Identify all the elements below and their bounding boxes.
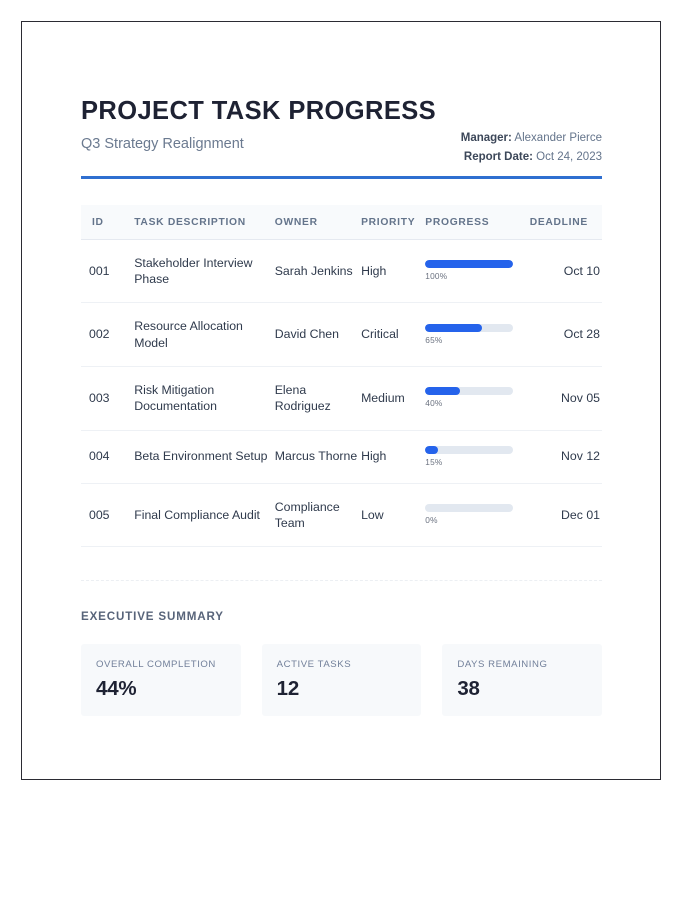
progress-label: 100%: [425, 270, 448, 281]
progress-bar: [425, 387, 513, 409]
cell-task-description: Beta Environment Setup: [134, 430, 275, 483]
cell-progress: [425, 239, 529, 303]
progress-bar: [425, 504, 513, 526]
cell-deadline: Nov 05: [530, 366, 602, 430]
progress-label: 0%: [425, 514, 438, 525]
cell-owner: Sarah Jenkins: [275, 239, 361, 303]
cell-id: 002: [81, 303, 134, 367]
report-date-value: Oct 24, 2023: [536, 150, 602, 163]
column-header-owner[interactable]: OWNER: [275, 205, 361, 240]
summary-card-value: 38: [457, 677, 480, 701]
report-date-line: [461, 148, 602, 167]
cell-task-description: Stakeholder Interview Phase: [134, 239, 275, 303]
cell-owner: Marcus Thorne: [275, 430, 361, 483]
table-row[interactable]: [81, 303, 602, 367]
progress-fill: [425, 387, 460, 395]
summary-card-label: ACTIVE TASKS: [276, 659, 352, 671]
progress-track: [425, 504, 513, 512]
cell-task-description: Final Compliance Audit: [134, 483, 275, 547]
progress-bar: [425, 260, 513, 282]
manager-label: Manager:: [460, 132, 512, 144]
document-content: [81, 72, 602, 716]
column-header-progress[interactable]: PROGRESS: [425, 205, 529, 240]
title-block: [81, 98, 451, 152]
column-header-task[interactable]: TASK DESCRIPTION: [134, 205, 275, 240]
page-subtitle: Q3 Strategy Realignment: [81, 135, 244, 152]
page-title: PROJECT TASK PROGRESS: [81, 97, 437, 125]
cell-task-description: Risk Mitigation Documentation: [134, 366, 275, 430]
cell-progress: [425, 483, 529, 547]
summary-separator: [81, 580, 602, 581]
progress-fill: [425, 324, 482, 332]
cell-deadline: Dec 01: [530, 483, 602, 547]
document-page: [21, 21, 661, 780]
cell-deadline: Oct 28: [530, 303, 602, 367]
summary-card-group: [81, 644, 602, 716]
table-header-row: [81, 205, 602, 240]
cell-id: 001: [81, 239, 134, 303]
cell-owner: Compliance Team: [275, 483, 361, 547]
report-meta: [461, 129, 602, 166]
table-row[interactable]: [81, 366, 602, 430]
progress-bar: [425, 446, 513, 468]
column-header-id[interactable]: ID: [81, 205, 134, 240]
cell-owner: David Chen: [275, 303, 361, 367]
column-header-priority[interactable]: PRIORITY: [361, 205, 425, 240]
cell-progress: [425, 366, 529, 430]
summary-card-label: DAYS REMAINING: [457, 659, 548, 671]
manager-value: Alexander Pierce: [514, 132, 602, 144]
progress-track: [425, 387, 513, 395]
cell-priority: High: [361, 430, 425, 483]
progress-track: [425, 446, 513, 454]
table-row[interactable]: [81, 239, 602, 303]
cell-priority: Medium: [361, 366, 425, 430]
progress-track: [425, 260, 513, 268]
report-date-label: Report Date:: [463, 150, 533, 163]
summary-card-label: OVERALL COMPLETION: [96, 659, 216, 671]
summary-card: [442, 644, 602, 716]
progress-label: 65%: [425, 334, 443, 345]
column-header-deadline[interactable]: DEADLINE: [530, 205, 602, 240]
progress-label: 40%: [425, 398, 443, 409]
document-header: [81, 72, 602, 164]
header-divider: [81, 176, 602, 179]
summary-card: [262, 644, 422, 716]
table-header: [81, 205, 602, 240]
cell-id: 005: [81, 483, 134, 547]
table-row[interactable]: [81, 430, 602, 483]
summary-card-value: 12: [276, 677, 300, 701]
cell-priority: High: [361, 239, 425, 303]
progress-bar: [425, 324, 513, 346]
table-row[interactable]: [81, 483, 602, 547]
summary-card-value: 44%: [96, 677, 137, 701]
summary-heading: EXECUTIVE SUMMARY: [81, 610, 224, 624]
progress-track: [425, 324, 513, 332]
manager-line: [461, 129, 602, 148]
cell-id: 004: [81, 430, 134, 483]
cell-owner: Elena Rodriguez: [275, 366, 361, 430]
table-body: [81, 239, 602, 547]
progress-fill: [425, 446, 438, 454]
task-table: [81, 205, 602, 548]
cell-task-description: Resource Allocation Model: [134, 303, 275, 367]
cell-priority: Critical: [361, 303, 425, 367]
cell-deadline: Oct 10: [530, 239, 602, 303]
cell-id: 003: [81, 366, 134, 430]
progress-label: 15%: [425, 456, 443, 467]
progress-fill: [425, 260, 513, 268]
cell-priority: Low: [361, 483, 425, 547]
cell-progress: [425, 430, 529, 483]
summary-card: [81, 644, 241, 716]
cell-deadline: Nov 12: [530, 430, 602, 483]
cell-progress: [425, 303, 529, 367]
